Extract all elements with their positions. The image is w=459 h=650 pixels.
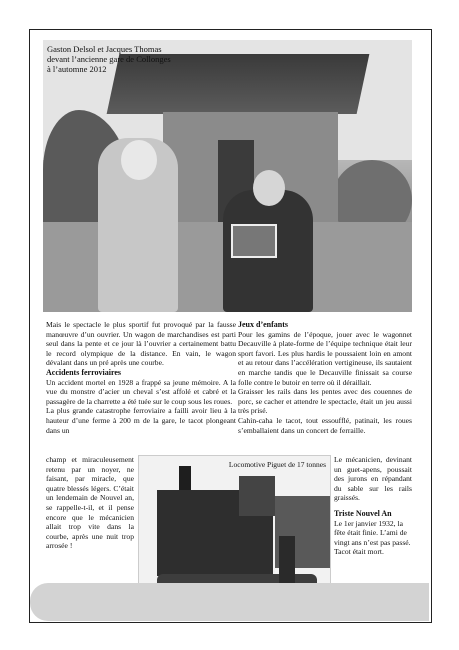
photo-caption	[47, 44, 171, 74]
left-paragraph-3: La plus grande catastrophe ferroviaire a failli avoir lieu à la hauteur d’une ferme à 200 m de la gare, le tacot plongeant dans un	[46, 406, 236, 435]
right-column	[238, 320, 412, 435]
right-wrap-paragraph: Le mécanicien, devinant un guet-apens, poussait des jurons en répandant du sable sur les rails graissés.	[334, 455, 412, 503]
right-paragraph-3: Cahin-caha le tacot, tout essoufflé, patinait, les roues s’emballaient dans un concert de ferraille.	[238, 415, 412, 435]
right-paragraph-1: Pour les gamins de l’époque, jouer avec le wagonnet Decauville à plate-forme de l’équipe technique était leur sport favori. Les plus hardis le poussaient loin en amont et au retour dans l’accélération vertigineuse, ils sautaient en marche tandis que le Decauville finissait sa course folle contre le butoir en terre où il déraillait.	[238, 329, 412, 387]
bottom-decoration	[30, 583, 429, 621]
left-column	[46, 320, 236, 435]
left-paragraph-2: Un accident mortel en 1928 a frappé sa jeune mémoire. A la vue du monstre d’acier un cheval s’est affolé et cabré et la passagère de la charrette a été tuée sur le coup sous les roues.	[46, 377, 236, 406]
right-paragraph-2: Graisser les rails dans les pentes avec des couennes de porc, se cacher et attendre le spectacle, était un jeu aussi très prisé.	[238, 387, 412, 416]
caption-line: à l’automne 2012	[47, 64, 107, 74]
right-paragraph-4: Le 1er janvier 1932, la fête était finie. L’ami de vingt ans n’est pas passé. Tacot était mort.	[334, 518, 411, 557]
right-wrap-column	[334, 455, 412, 557]
caption-line: Gaston Delsol et Jacques Thomas	[47, 44, 162, 54]
loco-cab	[239, 476, 275, 516]
heading-jeux: Jeux d’enfants	[238, 320, 289, 329]
caption-line: devant l’ancienne gare de Collonges	[47, 54, 171, 64]
station-photo	[43, 40, 412, 312]
man-left-head	[121, 140, 157, 180]
loco-person	[279, 536, 295, 588]
left-paragraph-1: Mais le spectacle le plus sportif fut provoqué par la fausse manœuvre d’un ouvrier. Un wagon de marchandises est parti seul dans la pente et ce jour là l’ouvrier a certainement battu le record olympique de la distance. En vain, le wagon dévalant dans un pré après une courbe.	[46, 320, 236, 368]
man-right-head	[253, 170, 285, 206]
heading-triste: Triste Nouvel An	[334, 508, 392, 518]
left-wrap-column	[46, 455, 134, 551]
left-wrap-text: champ et miraculeusement retenu par un noyer, ne faisant, par miracle, que quatre blessés légers. C’était un lendemain de Nouvel an, se rappelle-t-il, et il pense encore que le mécanicien allait trop vite dans la courbe, après une nuit trop arrosée !	[46, 455, 134, 551]
locomotive-photo	[138, 455, 331, 599]
heading-accidents: Accidents ferroviaires	[46, 367, 122, 377]
held-photograph	[231, 224, 277, 258]
loco-caption: Locomotive Piguet de 17 tonnes	[228, 460, 326, 469]
